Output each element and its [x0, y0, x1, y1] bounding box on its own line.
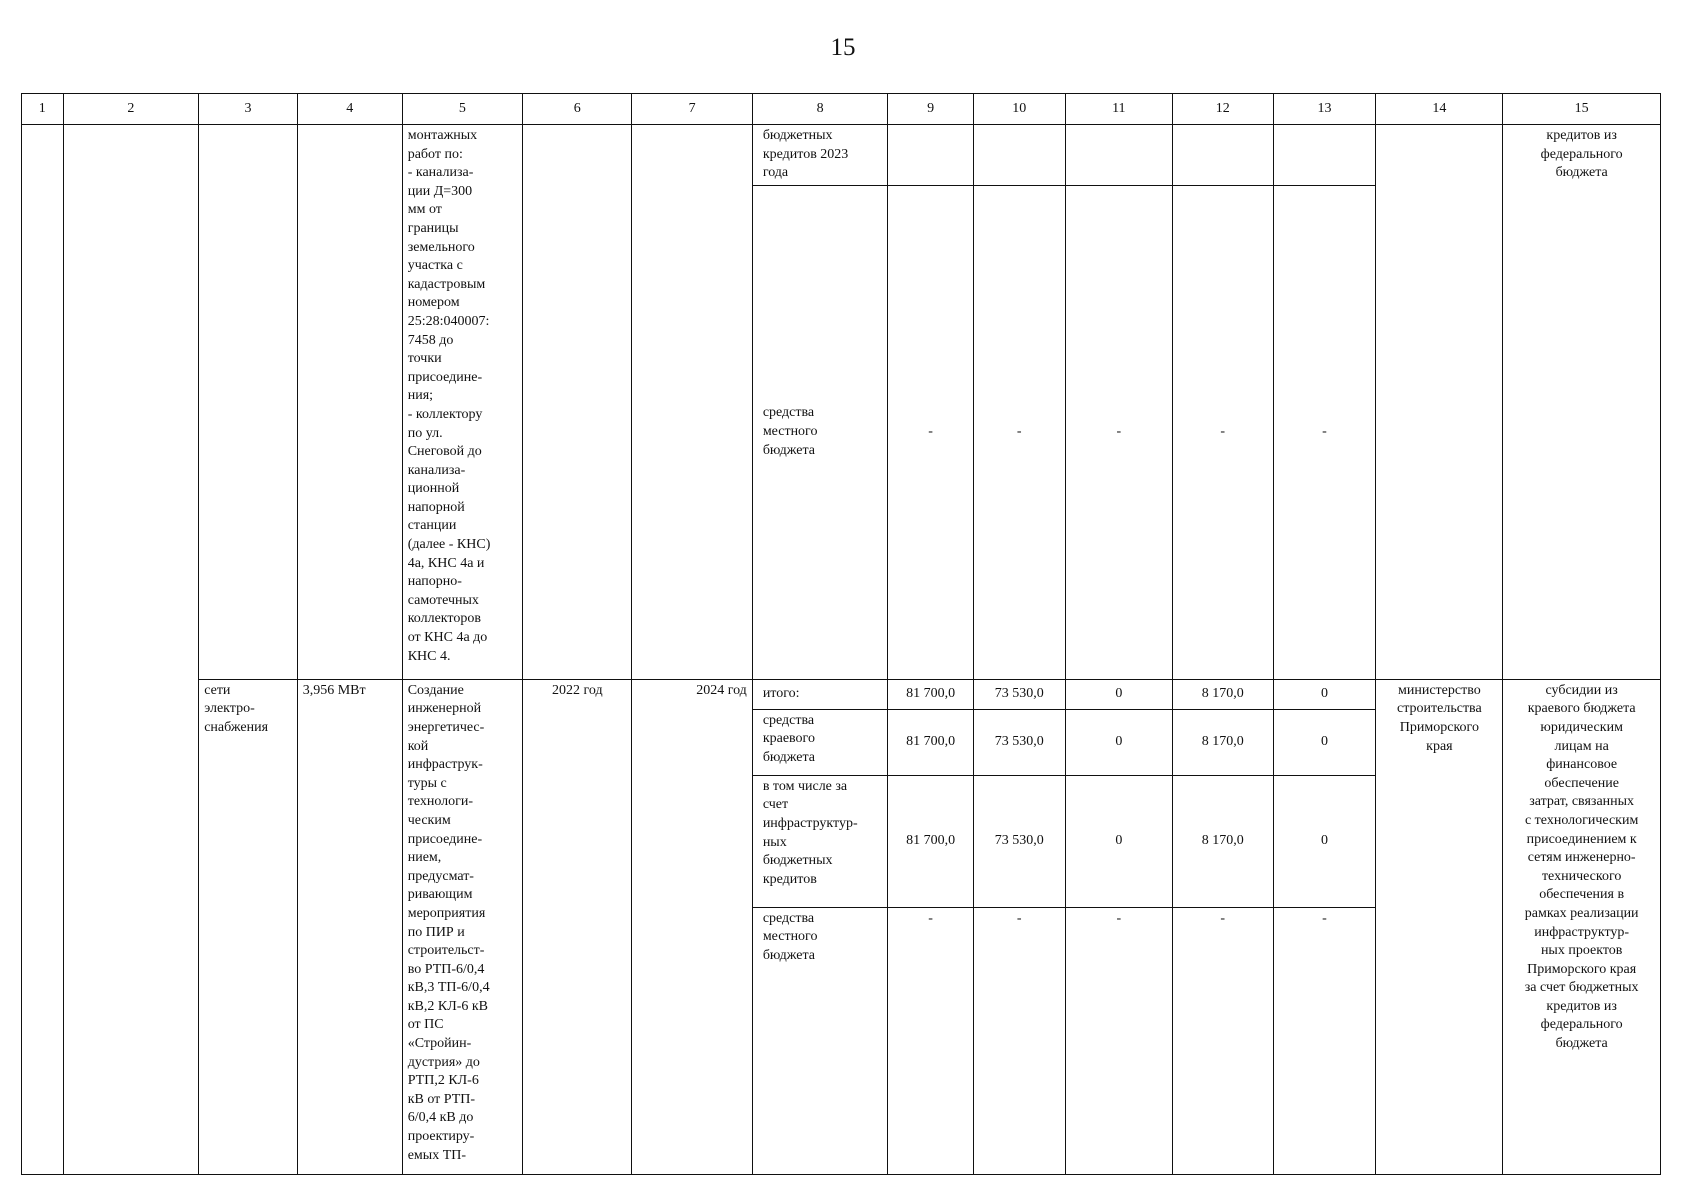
column-header: 14: [1376, 94, 1503, 125]
cell-col6: [523, 125, 632, 680]
cell-col1: [22, 125, 64, 1175]
value-col9: 81 700,0: [888, 709, 973, 775]
value-col12: 8 170,0: [1172, 775, 1273, 907]
object-type: сети электро- снабжения: [199, 679, 297, 1174]
purpose-description: кредитов из федерального бюджета: [1503, 125, 1661, 680]
column-header: 4: [297, 94, 402, 125]
value-col12: 8 170,0: [1172, 709, 1273, 775]
work-description: Создание инженерной энергетичес- кой инфраструк- туры с технологи- ческим присоедине- нием, предусмат- ривающим мероприятия по ПИР и строительст- во РТП-6/0,4 кВ,3 ТП-6/0,4 кВ,2 КЛ-6 кВ от ПС «Стройин- дустрия» до РТП,2 КЛ-6 кВ от РТП- 6/0,4 кВ до проектиру- емых ТП-: [402, 679, 522, 1174]
value-col10: -: [973, 185, 1065, 679]
value-col13: -: [1273, 185, 1376, 679]
purpose-description: субсидии из краевого бюджета юридическим лицам на финансовое обеспечение затрат, связанных с технологическим присоединением к сетям инженерно- технического обеспечения в рамках реализации инфраструктур- ных проектов Приморского края за счет бюджетных кредитов из федерального бюджета: [1503, 679, 1661, 1174]
end-year: 2024 год: [632, 679, 752, 1174]
column-header: 6: [523, 94, 632, 125]
value-col13: [1273, 125, 1376, 186]
budget-table: [21, 93, 1661, 1175]
value-col9: 81 700,0: [888, 775, 973, 907]
value-col13: 0: [1273, 709, 1376, 775]
funding-source: в том числе за счет инфраструктур- ных бюджетных кредитов: [752, 775, 888, 907]
column-header: 10: [973, 94, 1065, 125]
value-col9: -: [888, 185, 973, 679]
value-col9: -: [888, 907, 973, 1174]
column-header: 5: [402, 94, 522, 125]
column-header: 7: [632, 94, 752, 125]
header-row: [22, 94, 1661, 125]
column-header: 15: [1503, 94, 1661, 125]
value-col11: 0: [1065, 709, 1172, 775]
value-col13: 0: [1273, 679, 1376, 709]
value-col10: 73 530,0: [973, 775, 1065, 907]
value-col11: -: [1065, 185, 1172, 679]
value-col11: [1065, 125, 1172, 186]
value-col9: [888, 125, 973, 186]
value-col10: -: [973, 907, 1065, 1174]
cell-col3: [199, 125, 297, 680]
work-description: монтажных работ по: - канализа- ции Д=300 мм от границы земельного участка с кадастровым номером 25:28:040007: 7458 до точки присоедине- ния; - коллектору по ул. Снеговой до канализа- ционной напорной станции (далее - КНС) 4а, КНС 4а и напорно- самотечных коллекторов от КНС 4а до КНС 4.: [402, 125, 522, 680]
funding-source: бюджетных кредитов 2023 года: [752, 125, 888, 186]
cell-col7: [632, 125, 752, 680]
column-header: 9: [888, 94, 973, 125]
funding-source: средства местного бюджета: [752, 185, 888, 679]
value-col11: 0: [1065, 775, 1172, 907]
column-header: 8: [752, 94, 888, 125]
column-header: 11: [1065, 94, 1172, 125]
value-col9: 81 700,0: [888, 679, 973, 709]
value-col12: -: [1172, 907, 1273, 1174]
cell-col2: [63, 125, 199, 1175]
table-row: [22, 125, 1661, 186]
value-col10: [973, 125, 1065, 186]
capacity: 3,956 МВт: [297, 679, 402, 1174]
column-header: 13: [1273, 94, 1376, 125]
cell-col4: [297, 125, 402, 680]
responsible-ministry: министерство строительства Приморского края: [1376, 679, 1503, 1174]
value-col13: -: [1273, 907, 1376, 1174]
column-header: 3: [199, 94, 297, 125]
value-col10: 73 530,0: [973, 709, 1065, 775]
value-col10: 73 530,0: [973, 679, 1065, 709]
column-header: 1: [22, 94, 64, 125]
start-year: 2022 год: [523, 679, 632, 1174]
page-number: 15: [830, 34, 856, 61]
value-col13: 0: [1273, 775, 1376, 907]
funding-source: средства местного бюджета: [752, 907, 888, 1174]
value-col11: -: [1065, 907, 1172, 1174]
funding-source: итого:: [752, 679, 888, 709]
value-col12: 8 170,0: [1172, 679, 1273, 709]
value-col12: -: [1172, 185, 1273, 679]
cell-col14: [1376, 125, 1503, 680]
value-col11: 0: [1065, 679, 1172, 709]
column-header: 12: [1172, 94, 1273, 125]
table-row: [22, 679, 1661, 709]
column-header: 2: [63, 94, 199, 125]
value-col12: [1172, 125, 1273, 186]
funding-source: средства краевого бюджета: [752, 709, 888, 775]
